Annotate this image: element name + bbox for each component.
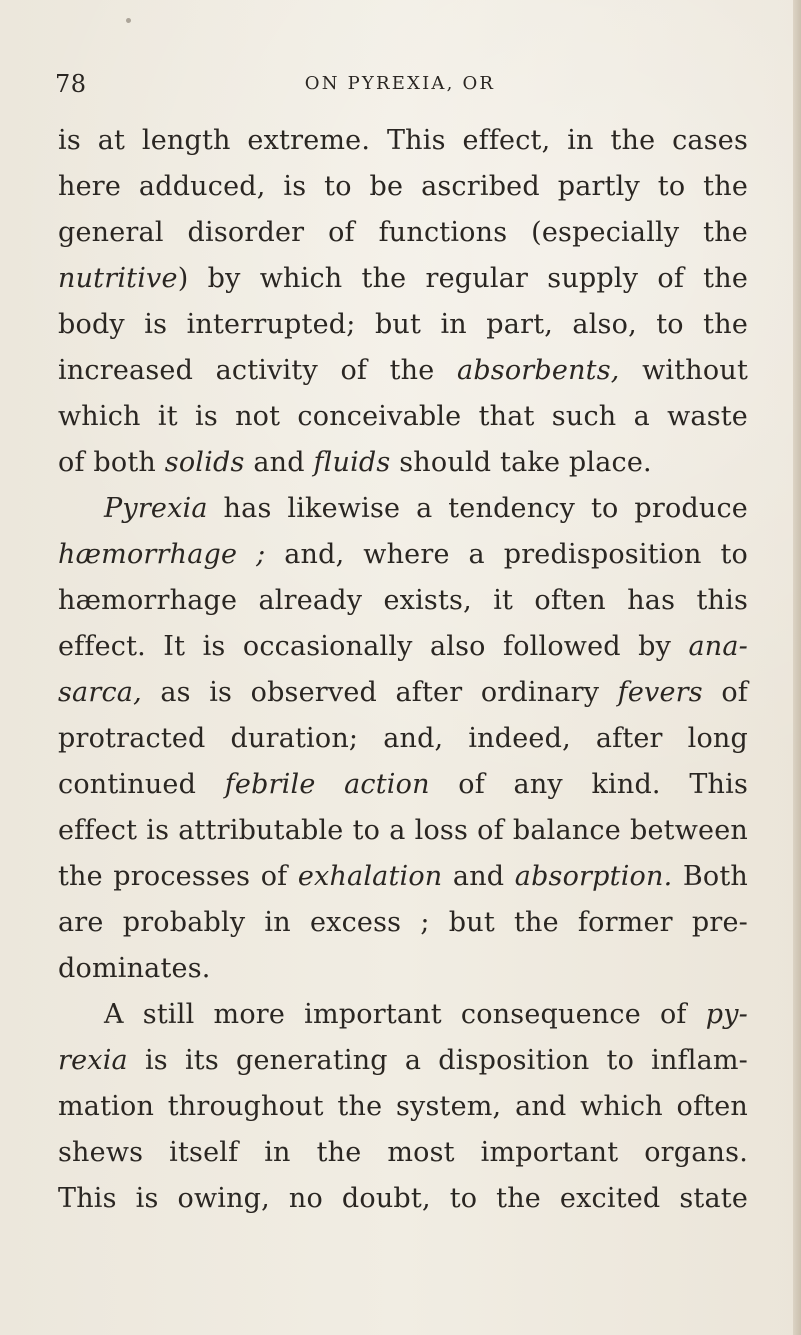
text-line-14: protracted duration; and, indeed, after long	[58, 723, 748, 754]
page-number: 78	[55, 70, 87, 98]
text-line-6: increased activity of the absorbents, without	[58, 355, 748, 386]
text-line-5: body is interrupted; but in part, also, to the	[58, 309, 748, 340]
printing-mark	[126, 18, 131, 23]
text-line-20: A still more important consequence of py-	[104, 999, 748, 1030]
text-line-23: shews itself in the most important organs.	[58, 1137, 748, 1168]
text-line-9: Pyrexia has likewise a tendency to produce	[104, 493, 748, 524]
text-line-24: This is owing, no doubt, to the excited state	[58, 1183, 748, 1214]
text-line-21: rexia is its generating a disposition to inflam-	[58, 1045, 748, 1076]
text-line-12: effect. It is occasionally also followed by ana-	[58, 631, 748, 662]
page-edge	[793, 0, 801, 1335]
text-line-18: are probably in excess ; but the former pre-	[58, 907, 748, 938]
body-text	[58, 118, 748, 1222]
text-line-7: which it is not conceivable that such a waste	[58, 401, 748, 432]
text-line-15: continued febrile action of any kind. This	[58, 769, 749, 800]
text-line-22: mation throughout the system, and which often	[58, 1091, 748, 1122]
running-head: ON PYREXIA, OR	[304, 73, 496, 94]
text-line-17: the processes of exhalation and absorption. Both	[58, 861, 749, 892]
text-line-16: effect is attributable to a loss of balance between	[58, 815, 748, 846]
text-line-1: is at length extreme. This effect, in the cases	[58, 125, 748, 156]
page-header	[55, 64, 745, 104]
text-line-19: dominates.	[58, 953, 211, 984]
text-line-11: hæmorrhage already exists, it often has this	[58, 585, 748, 616]
text-line-10: hæmorrhage ; and, where a predisposition to	[58, 539, 748, 570]
text-line-8: of both solids and fluids should take place.	[58, 447, 652, 478]
text-line-2: here adduced, is to be ascribed partly to the	[58, 171, 748, 202]
text-line-3: general disorder of functions (especially the	[58, 217, 748, 248]
text-line-13: sarca, as is observed after ordinary fevers of	[58, 677, 748, 708]
text-line-4: nutritive) by which the regular supply of the	[58, 263, 748, 294]
